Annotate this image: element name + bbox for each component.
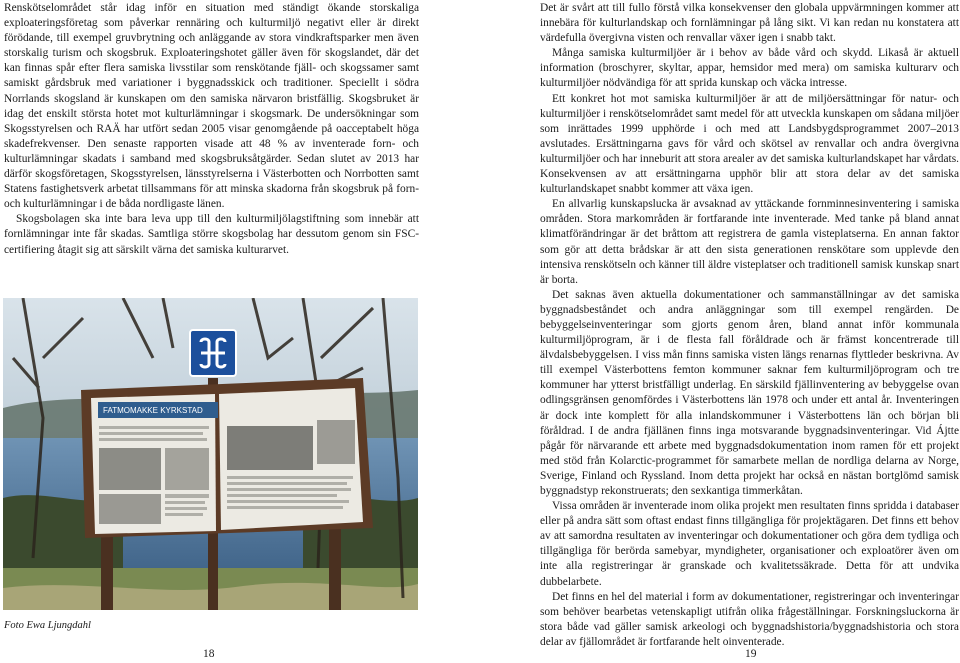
right-paragraph-1: Det är svårt att till fullo förstå vilka konsekvenser den globala uppvärmningen kommer att innebära för kulturlandskap och fornlämningar på lång sikt. Vi kan redan nu konstatera att värdefulla övergivna visten och renvallar växer igen i snabb takt. <box>540 2 959 45</box>
sign-photo <box>3 298 418 610</box>
right-paragraph-2: Många samiska kulturmiljöer är i behov av både vård och skydd. Likaså är aktuell information (broschyrer, skyltar, appar, hemsidor med mera) om samiska kulturarv och kulturmiljöer nödvändiga för att sprida kunskap och väcka intresse. <box>540 47 959 90</box>
page-number-left: 18 <box>203 648 215 660</box>
sign-title: FATMOMAKKE KYRKSTAD <box>103 406 203 415</box>
right-paragraph-7: Det finns en hel del material i form av dokumentationer, registreringar och inventeringar som behöver bearbetas vetenskapligt utifrån olika frågeställningar. Forskningsluckorna är stora både vad gäller samisk arkeologi och byggnadshistoria/byggnadshistoria och stora delar av fjällområdet är fortfarande helt oinventerade. <box>540 590 959 648</box>
sign-photo-illustration <box>3 298 418 610</box>
left-paragraph-1: Renskötselområdet står idag inför en situation med ständigt ökande storskaliga exploateringsföretag som påverkar rennäring och kulturmiljö negativt eller är direkt förödande, till exempel gruvbrytning och anläggande av stora vindkraftsparker men även storskalig turism och skogsbruk. Exploateringshotet gäller även för skogslandet, där det kan finnas spår efter flera samiska livsstilar som renskötande fjäll- och skogssamer samt samiskt gårdsbruk med variationer i byggnadsskick och traditioner. Speciellt i södra Norrlands skogsland är kunskapen om den samiska närvaron bristfällig. Skogsbruket är idag det enskilt största hotet mot kulturlämningar i skogsmark. De undersökningar som Skogsstyrelsen och RAÄ har utfört sedan 2005 visar genomgående på oacceptabelt höga skadefrekvenser. Den senaste rapporten visade att 48 % av inventerade forn- och kulturlämningar skadats i samband med skogsbruksåtgärder. Sedan slutet av 2013 har därför skogsföretagen, Skogsstyrelsen, länsstyrelserna i Västerbotten och Norrbotten samt Statens fastighetsverk arbetat tillsammans för att minska skadorna från skogsbruk på forn- och kulturlämningar i de båda nordligaste länen. <box>4 2 419 211</box>
right-paragraph-5: Det saknas även aktuella dokumentationer och sammanställningar av det samiska byggnadsbeståndet och andra anläggningar som till exempel rengärden. De bebyggelseinventeringar som gjorts genom åren, bland annat inför kommunala kulturmiljöprogram, är i de flesta fall föråldrade och är främst koncentrerade till älvdalsbebyggelsen. I viss mån finns samiska visten längs renarnas flyttleder beskrivna. Av till exempel Västerbottens femton kommuner saknar fem kulturmiljöprogram och tre kommuner har ytterst bristfälligt underlag. En särskild fjällinventering av bebyggelse ovan odlingsgränsen genomfördes i Västerbottens län 1978 och under ett antal år. Inventeringen är dock inte komplett för alla inlandskommuner i Västerbottens län och början bli föråldrad. I de andra fjällänen finns inga motsvarande byggnadsinventeringar. Vid Ájtte pågår för närvarande ett arbete med byggnadsdokumentation inom ramen för ett projekt med stöd från Kolarctic-programmet för samarbete mellan de nordliga delarna av Norge, Sverige, Finland och Ryssland. Inom detta projekt har också en nästan bortglömd samisk byggnadstyp rekonstruerats; den sexkantiga timmerkåtan. <box>540 288 959 497</box>
left-paragraph-2: Skogsbolagen ska inte bara leva upp till den kulturmiljölagstiftning som innebär att fornlämningar inte får skadas. Samtliga större skogsbolag har dessutom genom sin FSC-certifiering åtagit sig att särskilt värna det samiska kulturarvet. <box>4 213 419 256</box>
left-text-column <box>4 1 419 258</box>
right-paragraph-3: Ett konkret hot mot samiska kulturmiljöer är att de miljöersättningar för natur- och kulturmiljöer i renskötselområdet samt medel för att utveckla kunskapen om sådana miljöer som inrättades 1999 upphörde i och med att Landsbygdsprogrammet 2007–2013 avslutades. Ersättningarna gavs för vård och skötsel av renvallar och andra övergivna kulturmiljöer och har inneburit att stora arealer av det samiska kulturlandskapet har vårdats. Konsekvensen av att ersättningarna upphör blir att stora delar av det samiska kulturlandskapet snabbt kommer att växa igen. <box>540 92 959 196</box>
photo-caption: Foto Ewa Ljungdahl <box>4 620 91 631</box>
right-page <box>480 0 960 663</box>
right-text-column <box>540 1 959 650</box>
right-paragraph-6: Vissa områden är inventerade inom olika projekt men resultaten finns spridda i databaser eller på andra sätt som oftast endast finns tillgängliga för projektägaren. Det finns ett behov av att samordna resultaten av inventeringar och dokumentationer och göra dem tydliga och tillgängliga för berörda samebyar, myndigheter, organisationer och exploatörer även om inte alla registreringar är granskade och kvalitetssäkrade. Detta för att undvika dubbelarbete. <box>540 500 959 588</box>
page-number-right: 19 <box>745 648 757 660</box>
right-paragraph-4: En allvarlig kunskapslucka är avsaknad av yttäckande fornminnesinventering i samiska områden. Stora markområden är fortfarande inte inventerade. Med tanke på bland annat klimatförändringar är det bråttom att registrera de gamla visteplatserna. En annan faktor som gör att detta brådskar är att den sista generationen renskötare som upplevde den intensiva renskötseln och känner till äldre visteplatser och traditionell samisk kunskap snart är borta. <box>540 198 959 286</box>
